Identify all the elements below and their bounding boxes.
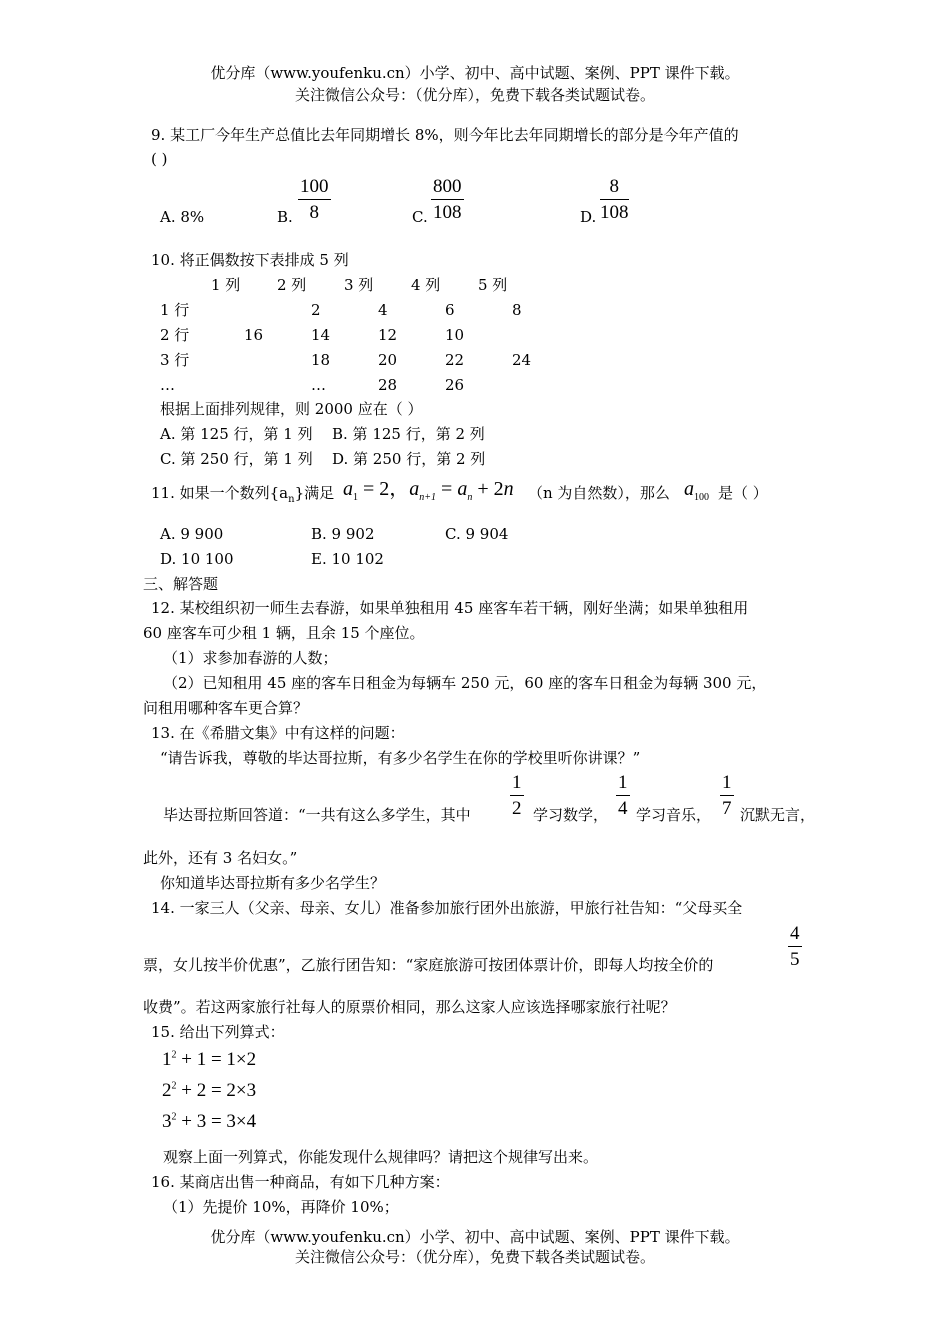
q10-col-header: 1 列	[211, 276, 241, 294]
q14-line3: 收费”。若这两家旅行社每人的原票价相同，那么这家人应该选择哪家旅行社呢？	[143, 998, 676, 1016]
q11-target-term: $a_{100}$	[684, 478, 709, 503]
q11-option-b: B. 9 902	[311, 525, 375, 543]
q15-equation	[162, 1050, 256, 1069]
q10-col-header: 2 列	[277, 276, 307, 294]
q10-cell: 12	[378, 326, 398, 344]
q10-question: 根据上面排列规律，则 2000 应在（ ）	[160, 400, 423, 418]
q9-option-d-numerator: 8	[600, 177, 629, 200]
q9-option-c-denominator: 108	[433, 202, 462, 223]
page-footer-line2: 关注微信公众号：（优分库），免费下载各类试题试卷。	[294, 1248, 655, 1266]
q12-line1: 12. 某校组织初一师生去春游，如果单独租用 45 座客车若干辆，刚好坐满；如果单独租用	[151, 599, 749, 617]
q11-stem-end: 是（ ）	[718, 484, 768, 502]
q10-row-label: …	[160, 376, 175, 394]
q9-option-c-fraction	[431, 177, 464, 222]
q13-fraction-half-num: 1	[510, 773, 524, 796]
q13-fraction-half-den: 2	[512, 798, 522, 819]
q9-option-d-fraction	[600, 177, 629, 222]
q14-fraction-den: 5	[790, 949, 800, 970]
q15-eq-exponent: 2	[171, 1111, 177, 1123]
q11-stem-start: 11. 如果一个数列{a	[151, 484, 289, 502]
section-heading: 三、解答题	[143, 575, 219, 593]
q10-option-b: B. 第 125 行，第 2 列	[332, 425, 485, 443]
q12-line2: 60 座客车可少租 1 辆，且余 15 个座位。	[143, 624, 425, 642]
q11-option-c: C. 9 904	[445, 525, 509, 543]
q10-cell: 18	[311, 351, 331, 369]
q16-line1: 16. 某商店出售一种商品，有如下几种方案：	[151, 1173, 450, 1191]
q10-option-c: C. 第 250 行，第 1 列	[160, 450, 313, 468]
q10-cell: 26	[445, 376, 465, 394]
q14-line2: 票，女儿按半价优惠”，乙旅行团告知：“家庭旅游可按团体票计价，即每人均按全价的	[143, 956, 714, 974]
q15-line1: 15. 给出下列算式：	[151, 1023, 285, 1041]
q11-stem	[151, 486, 334, 505]
q10-cell: 6	[445, 301, 455, 319]
q13-answer-d: 沉默无言，	[740, 806, 816, 824]
q9-option-a: A. 8%	[160, 208, 205, 226]
q10-option-d: D. 第 250 行，第 2 列	[332, 450, 486, 468]
q11-condition-formula: $a_1 = 2$，$a_{n+1} = a_n + 2n$	[343, 478, 514, 503]
q15-eq-rest: + 3 = 3×4	[176, 1111, 257, 1132]
q15-eq-rest: + 1 = 1×2	[176, 1049, 257, 1070]
q10-cell: 10	[445, 326, 465, 344]
q9-stem: 9. 某工厂今年生产总值比去年同期增长 8%，则今年比去年同期增长的部分是今年产值的	[151, 126, 739, 144]
q13-line4: 此外，还有 3 名妇女。”	[143, 849, 298, 867]
q10-row-label: 2 行	[160, 326, 190, 344]
q10-cell: 2	[311, 301, 321, 319]
q10-row-label: 3 行	[160, 351, 190, 369]
q15-equation	[162, 1081, 256, 1100]
q10-cell: 16	[244, 326, 264, 344]
q13-fraction-quarter-den: 4	[618, 798, 628, 819]
q11-option-d: D. 10 100	[160, 550, 234, 568]
q13-line5: 你知道毕达哥拉斯有多少名学生？	[160, 874, 386, 892]
page-header-line2: 关注微信公众号：（优分库），免费下载各类试题试卷。	[294, 86, 655, 104]
q9-option-b-label: B.	[277, 208, 293, 226]
q10-option-a: A. 第 125 行，第 1 列	[160, 425, 313, 443]
q15-eq-base: 2	[162, 1080, 172, 1101]
q10-cell: 4	[378, 301, 388, 319]
q13-fraction-seventh	[720, 773, 734, 818]
q10-col-header: 3 列	[344, 276, 374, 294]
q13-answer-a: 毕达哥拉斯回答道：“一共有这么多学生，其中	[163, 806, 471, 824]
q10-cell: 24	[512, 351, 532, 369]
q15-equation	[162, 1112, 256, 1131]
q9-option-d-label: D.	[580, 208, 597, 226]
q10-col-header: 5 列	[478, 276, 508, 294]
q10-row-label: 1 行	[160, 301, 190, 319]
q9-option-d-denominator: 108	[600, 202, 629, 223]
q9-option-b-denominator: 8	[309, 202, 319, 223]
q12-sub1: （1）求参加春游的人数；	[163, 649, 338, 667]
q11-option-e: E. 10 102	[311, 550, 384, 568]
q9-option-b-numerator: 100	[298, 177, 331, 200]
q14-fraction-num: 4	[788, 924, 802, 947]
q15-eq-base: 1	[162, 1049, 172, 1070]
q9-option-b-fraction	[298, 177, 331, 222]
q11-stem-subscript: n	[288, 494, 295, 505]
q14-line1: 14. 一家三人（父亲、母亲、女儿）准备参加旅行团外出旅游，甲旅行社告知：“父母买全	[151, 899, 743, 917]
q13-line2: “请告诉我，尊敬的毕达哥拉斯，有多少名学生在你的学校里听你讲课？”	[160, 749, 641, 767]
q10-cell: 28	[378, 376, 398, 394]
page-header-line1: 优分库（www.youfenku.cn）小学、初中、高中试题、案例、PPT 课件下载。	[210, 64, 740, 82]
q10-cell: 20	[378, 351, 398, 369]
q16-sub1: （1）先提价 10%，再降价 10%；	[163, 1198, 399, 1216]
q10-cell: 14	[311, 326, 331, 344]
q11-condition-note: （n 为自然数），那么	[528, 484, 670, 502]
page-footer-line1: 优分库（www.youfenku.cn）小学、初中、高中试题、案例、PPT 课件下载。	[210, 1228, 740, 1246]
q13-fraction-quarter	[616, 773, 630, 818]
q15-eq-rest: + 2 = 2×3	[176, 1080, 257, 1101]
q14-fraction	[788, 924, 802, 969]
q12-sub2-cont: 问租用哪种客车更合算？	[143, 699, 309, 717]
q10-stem: 10. 将正偶数按下表排成 5 列	[151, 251, 349, 269]
q12-sub2: （2）已知租用 45 座的客车日租金为每辆车 250 元，60 座的客车日租金为每辆 300 元，	[163, 674, 767, 692]
q10-col-header: 4 列	[411, 276, 441, 294]
q10-cell: 22	[445, 351, 465, 369]
q13-fraction-quarter-num: 1	[616, 773, 630, 796]
q15-eq-base: 3	[162, 1111, 172, 1132]
q11-stem-cont: }满足	[294, 484, 335, 502]
q10-cell: 8	[512, 301, 522, 319]
q13-fraction-seventh-num: 1	[720, 773, 734, 796]
q15-eq-exponent: 2	[171, 1049, 177, 1061]
q11-option-a: A. 9 900	[160, 525, 224, 543]
q9-paren: ( )	[151, 150, 168, 168]
q10-cell: …	[311, 376, 326, 394]
q13-answer-b: 学习数学，	[533, 806, 609, 824]
q15-question: 观察上面一列算式，你能发现什么规律吗？请把这个规律写出来。	[163, 1148, 599, 1166]
q13-line1: 13. 在《希腊文集》中有这样的问题：	[151, 724, 405, 742]
q9-option-c-label: C.	[412, 208, 428, 226]
q13-fraction-seventh-den: 7	[722, 798, 732, 819]
q13-answer-c: 学习音乐，	[636, 806, 712, 824]
q13-fraction-half	[510, 773, 524, 818]
q9-option-c-numerator: 800	[431, 177, 464, 200]
q15-eq-exponent: 2	[171, 1080, 177, 1092]
